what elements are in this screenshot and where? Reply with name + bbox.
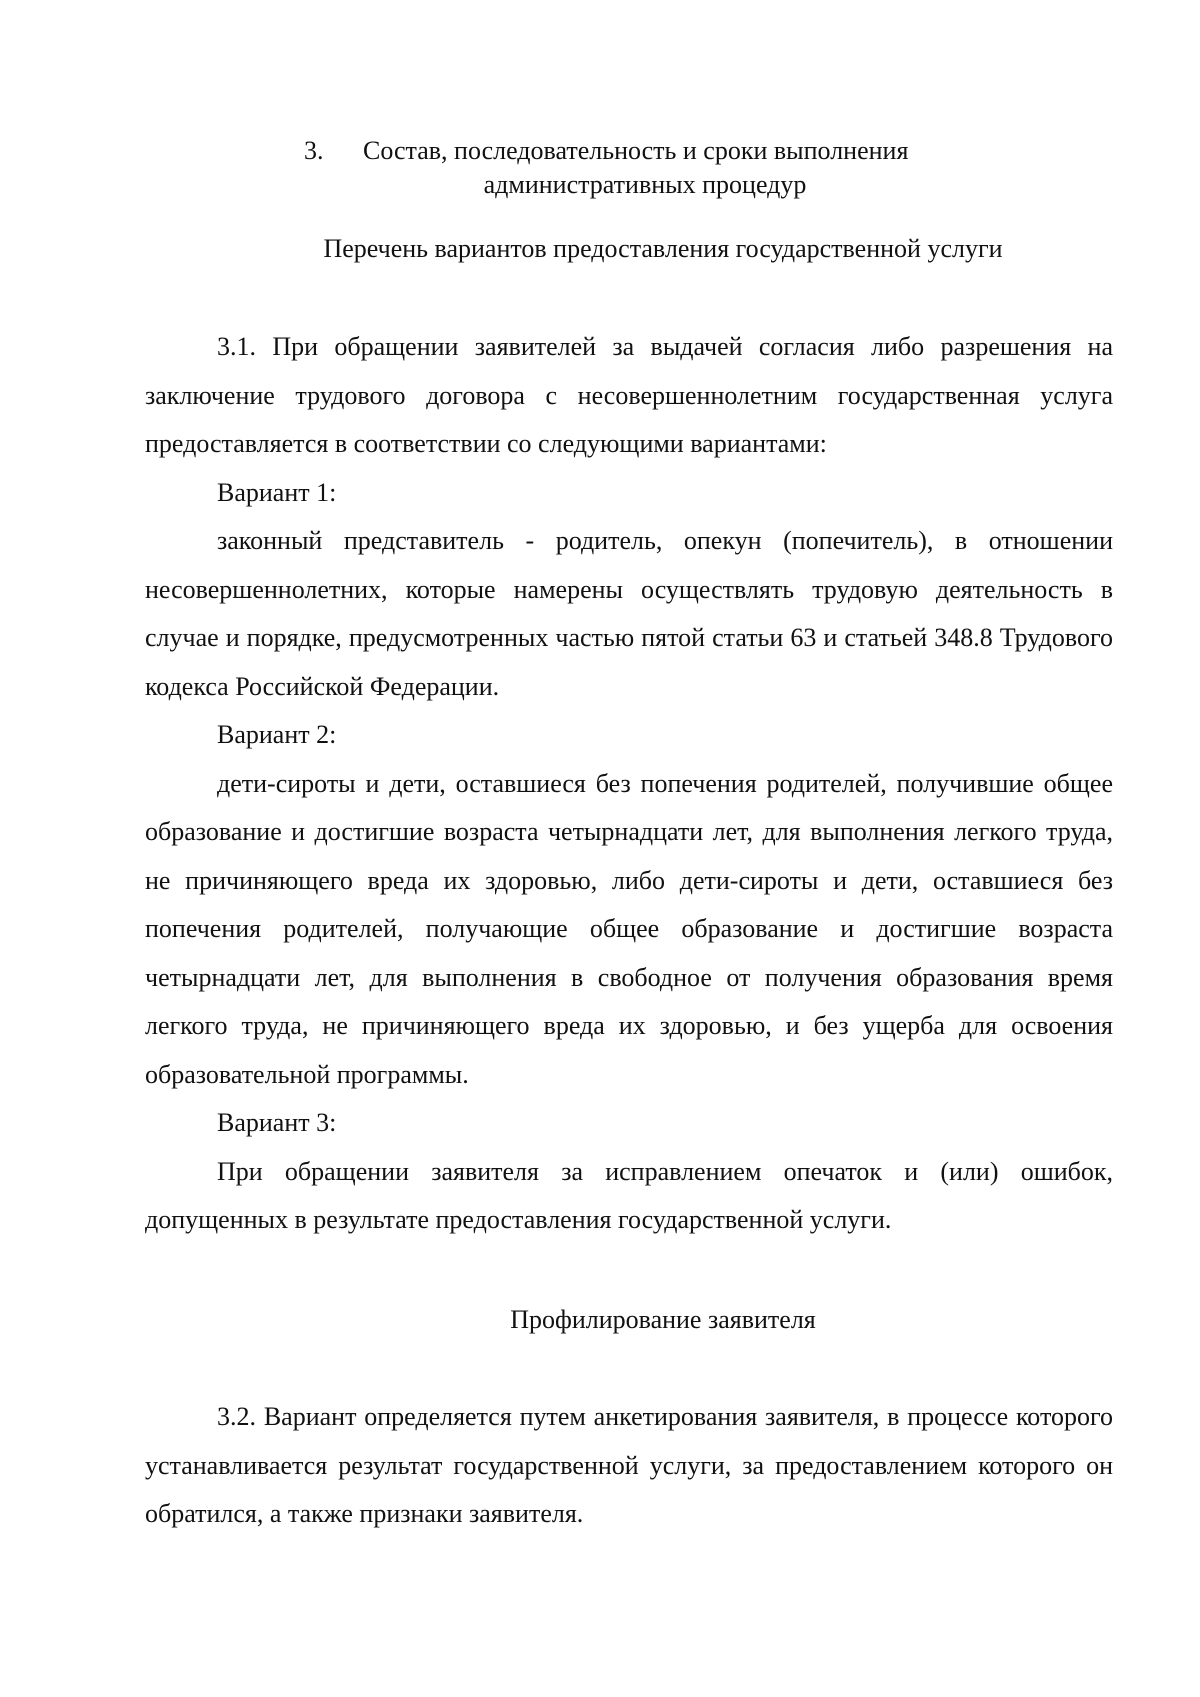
variant-1-label: Вариант 1:: [217, 477, 337, 507]
section-number: 3.: [304, 136, 324, 165]
body-block-variants: [145, 323, 1113, 1245]
paragraph-3-1: 3.1. При обращении заявителей за выдачей согласия либо разрешения на заключение трудового договора с несовершеннолетним государственная услуга предоставляется в соответствии со следующими вариантами:: [145, 332, 1113, 458]
paragraph-3-2: 3.2. Вариант определяется путем анкетирования заявителя, в процессе которого устанавливается результат государственной услуги, за предоставлением которого он обратился, а также признаки заявителя.: [145, 1402, 1113, 1528]
section-title-line-1: Состав, последовательность и сроки выполнения: [363, 136, 909, 165]
subheading-variants-list: Перечень вариантов предоставления государственной услуги: [323, 234, 1003, 263]
section-title-line-2: административных процедур: [483, 170, 807, 199]
subheading-profiling: Профилирование заявителя: [510, 1305, 816, 1334]
variant-2-label: Вариант 2:: [217, 720, 337, 749]
variant-3-text: При обращении заявителя за исправлением опечаток и (или) ошибок, допущенных в результате предоставления государственной услуги.: [145, 1156, 1113, 1234]
variant-3-label: Вариант 3:: [217, 1108, 337, 1137]
variant-2-text: дети-сироты и дети, оставшиеся без попечения родителей, получившие общее образование и достигшие возраста четырнадцати лет, для выполнения легкого труда, не причиняющего вреда их здоровью, либо дети-сироты и дети, оставшиеся без попечения родителей, получающие общее образование и достигшие возраста четырнадцати лет, для выполнения в свободное от получения образования время легкого труда, не причиняющего вреда их здоровью, и без ущерба для освоения образовательной программы.: [145, 768, 1113, 1089]
body-block-profiling: [145, 1393, 1113, 1539]
section-heading: [0, 134, 1200, 202]
variant-1-text: законный представитель - родитель, опекун (попечитель), в отношении несовершеннолетних, которые намерены осуществлять трудовую деятельность в случае и порядке, предусмотренных частью пятой статьи 63 и статьей 348.8 Трудового кодекса Российской Федерации.: [145, 526, 1113, 701]
